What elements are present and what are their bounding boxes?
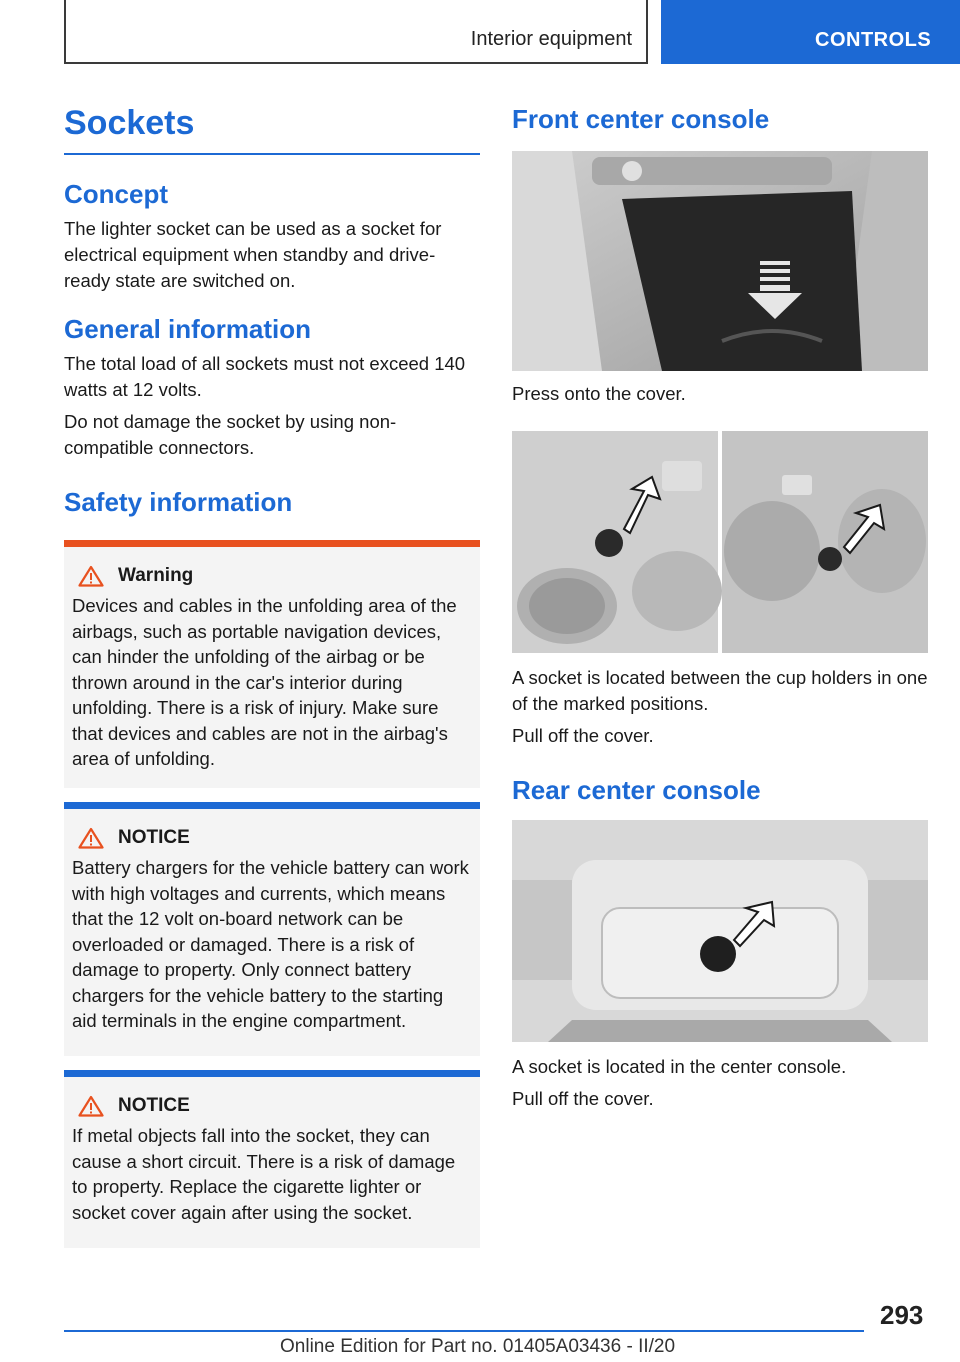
notice-title-2: NOTICE bbox=[118, 1095, 190, 1116]
front-caption-1: Press onto the cover. bbox=[512, 383, 686, 404]
page-title: Sockets bbox=[64, 96, 480, 155]
header-chapter-box bbox=[661, 0, 960, 64]
notice-title-row-1 bbox=[78, 827, 472, 849]
notice-triangle-icon bbox=[78, 827, 104, 849]
left-column bbox=[64, 96, 480, 1248]
notice-box-1 bbox=[64, 802, 480, 1056]
header-chapter-title: CONTROLS bbox=[815, 29, 932, 51]
front-caption-3: Pull off the cover. bbox=[512, 725, 654, 746]
front-console-cover-image bbox=[512, 151, 928, 371]
front-caption-2: A socket is located between the cup holders in one of the marked positions. bbox=[512, 667, 928, 714]
warning-triangle-icon bbox=[78, 565, 104, 587]
safety-heading: Safety information bbox=[64, 487, 293, 517]
header-section-box bbox=[64, 0, 648, 64]
general-text-2: Do not damage the socket by using non-compatible connectors. bbox=[64, 411, 397, 458]
rear-console-heading: Rear center console bbox=[512, 775, 761, 805]
page-number: 293 bbox=[880, 1300, 924, 1330]
header-section-title: Interior equipment bbox=[470, 28, 632, 50]
notice-title-1: NOTICE bbox=[118, 827, 190, 848]
footer-divider bbox=[64, 1330, 864, 1332]
notice-triangle-icon bbox=[78, 1095, 104, 1117]
warning-title-row bbox=[78, 565, 472, 587]
notice-text-1: Battery chargers for the vehicle battery can work with high voltages and currents, which means that the 12 volt on-board network can be overloaded or damaged. There is a risk of damage to property. Only connect battery chargers for the vehicle battery to the starting aid terminals in the engine compartment. bbox=[72, 857, 469, 1031]
front-console-heading: Front center console bbox=[512, 104, 770, 134]
notice-title-row-2 bbox=[78, 1095, 472, 1117]
warning-text: Devices and cables in the unfolding area of the airbags, such as portable navigation devices, can hinder the unfolding of the airbag or be thrown around in the car's interior during unfolding. There is a risk of injury. Make sure that devices and cables are not in the airbag's area of unfolding. bbox=[72, 595, 457, 769]
rear-console-image bbox=[512, 820, 928, 1042]
rear-caption-1: A socket is located in the center console. bbox=[512, 1056, 847, 1077]
rear-caption-2: Pull off the cover. bbox=[512, 1088, 654, 1109]
concept-text: The lighter socket can be used as a socket for electrical equipment when standby and drive-ready state are switched on. bbox=[64, 218, 442, 291]
notice-box-2 bbox=[64, 1070, 480, 1248]
footer-edition: Online Edition for Part no. 01405A03436 - II/20 bbox=[280, 1336, 676, 1357]
warning-title: Warning bbox=[118, 565, 194, 586]
concept-heading: Concept bbox=[64, 179, 168, 209]
right-column bbox=[512, 96, 928, 1112]
general-text-1: The total load of all sockets must not exceed 140 watts at 12 volts. bbox=[64, 353, 466, 400]
warning-box bbox=[64, 540, 480, 788]
general-heading: General information bbox=[64, 314, 312, 344]
notice-text-2: If metal objects fall into the socket, they can cause a short circuit. There is a risk of damage to property. Replace the cigarette lighter or socket cover again after using the socket. bbox=[72, 1125, 456, 1223]
front-console-cupholder-image bbox=[512, 431, 928, 653]
